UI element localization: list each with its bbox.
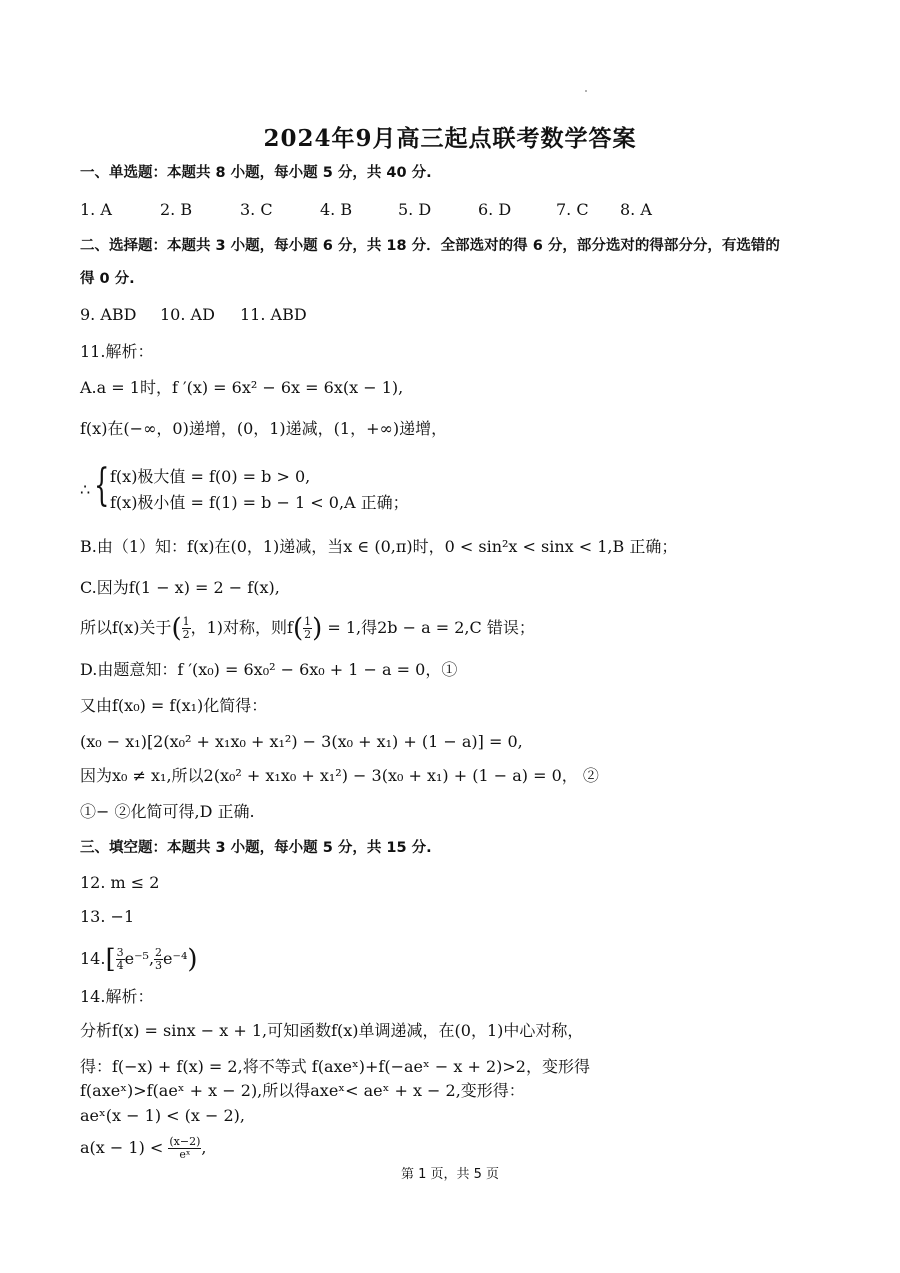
ans14-prefix: 14.: [80, 949, 106, 968]
line5-num: (x−2): [169, 1135, 201, 1148]
c-frac-den: 2: [182, 628, 190, 641]
scan-dot: [585, 90, 587, 92]
answer-13: 13. −1: [80, 907, 135, 926]
analysis11-d-line1: D.由题意知：f ′(x₀) = 6x₀² − 6x₀ + 1 − a = 0，①: [80, 660, 458, 679]
line5-den: eˣ: [179, 1148, 191, 1161]
analysis14-line5: [80, 1136, 207, 1161]
answer-12: 12. m ≤ 2: [80, 873, 160, 892]
answer-2: 2. B: [160, 200, 193, 219]
answer-10: 10. AD: [160, 305, 215, 324]
analysis14-line4: aeˣ(x − 1) < (x − 2),: [80, 1106, 245, 1125]
analysis11-d-line5: ①− ②化简可得,D 正确.: [80, 802, 255, 821]
analysis14-line3: f(axeˣ)>f(aeˣ + x − 2),所以得axeˣ< aeˣ + x − 2,变形得：: [80, 1081, 525, 1100]
therefore-symbol: ∴: [80, 480, 91, 499]
page-title: 2024年9月高三起点联考数学答案: [263, 125, 637, 152]
system-line2: [110, 490, 409, 513]
section1-heading: 一、单选题：本题共 8 小题，每小题 5 分，共 40 分.: [80, 165, 432, 181]
answer-14: [80, 944, 198, 975]
answer-3: 3. C: [240, 200, 273, 219]
answer-7: 7. C: [556, 200, 589, 219]
answer-5: 5. D: [398, 200, 432, 219]
line5-part-b: ,: [201, 1138, 207, 1157]
c-line2-part-c: = 1,得2b − a = 2,C 错误；: [322, 618, 535, 637]
analysis14-label: 14.解析：: [80, 987, 154, 1006]
analysis11-d-line2: 又由f(x₀) = f(x₁)化简得：: [80, 696, 268, 715]
analysis11-d-line3: (x₀ − x₁)[2(x₀² + x₁x₀ + x₁²) − 3(x₀ + x₁) + (1 − a)] = 0,: [80, 732, 523, 751]
answer-4: 4. B: [320, 200, 353, 219]
analysis11-b-line: B.由（1）知：f(x)在(0，1)递减，当x ∈ (0,π)时，0 < sin²x < sinx < 1,B 正确；: [80, 537, 678, 556]
analysis11-c-line1: C.因为f(1 − x) = 2 − f(x),: [80, 578, 280, 597]
ans14-f2-num: 2: [155, 946, 163, 959]
analysis14-line2: 得：f(−x) + f(x) = 2,将不等式 f(axeˣ)+f(−aeˣ − x + 2)>2，变形得: [80, 1057, 590, 1076]
ans14-fraction-1: [116, 947, 125, 972]
ans14-f2-den: 3: [155, 959, 163, 972]
left-brace-icon: {: [94, 460, 110, 511]
c-fraction-2: [303, 616, 312, 641]
system-line2-text: f(x)极小值 = f(1) = b − 1 < 0: [110, 493, 339, 512]
c-fraction-1: [182, 616, 191, 641]
c-frac-num: 1: [182, 615, 190, 628]
paren-open-icon: (: [292, 613, 304, 644]
ans14-f1-num: 3: [116, 946, 124, 959]
answer-9: 9. ABD: [80, 305, 137, 324]
bracket-open-icon: [: [105, 944, 116, 975]
paren-close-icon: ): [312, 613, 323, 644]
line5-part-a: a(x − 1) <: [80, 1138, 169, 1157]
analysis11-c-line2: [80, 613, 535, 644]
ans14-fraction-2: [154, 947, 163, 972]
answer-8: 8. A: [620, 200, 652, 219]
system-line1: f(x)极大值 = f(0) = b > 0,: [110, 467, 311, 486]
paren-open-icon: (: [171, 613, 182, 644]
ans14-mid1: e⁻⁵,: [124, 949, 155, 968]
analysis11-a-line2: f(x)在(−∞，0)递增，(0，1)递减，(1，+∞)递增，: [80, 419, 448, 438]
c-line2-part-a: 所以f(x)关于: [80, 618, 172, 637]
ans14-mid2: e⁻⁴: [163, 949, 188, 968]
answer-6: 6. D: [478, 200, 512, 219]
c-frac-den-2: 2: [304, 628, 312, 641]
answer-11: 11. ABD: [240, 305, 307, 324]
ans14-f1-den: 4: [116, 959, 124, 972]
paren-close-icon: ): [187, 944, 198, 975]
page-footer: 第 1 页，共 5 页: [400, 1167, 500, 1182]
analysis14-line1: 分析f(x) = sinx − x + 1,可知函数f(x)单调递减，在(0，1)中心对称，: [80, 1021, 584, 1040]
c-frac-num-2: 1: [304, 615, 312, 628]
line5-fraction: [168, 1136, 201, 1161]
c-line2-part-b: ，1)对称，则f: [190, 618, 293, 637]
analysis11-a-line1: A.a = 1时，f ′(x) = 6x² − 6x = 6x(x − 1),: [80, 378, 404, 397]
answer-1: 1. A: [80, 200, 112, 219]
analysis11-label: 11.解析：: [80, 342, 154, 361]
section3-heading: 三、填空题：本题共 3 小题，每小题 5 分，共 15 分.: [80, 840, 432, 856]
analysis11-d-line4: 因为x₀ ≠ x₁,所以2(x₀² + x₁x₀ + x₁²) − 3(x₀ + x₁) + (1 − a) = 0， ②: [80, 766, 599, 785]
section2-heading-line2: 得 0 分.: [80, 271, 135, 287]
section2-heading-line1: 二、选择题：本题共 3 小题，每小题 6 分，共 18 分．全部选对的得 6 分，部分选对的得部分分，有选错的: [80, 238, 780, 254]
system-tail: ,A 正确；: [338, 493, 409, 512]
